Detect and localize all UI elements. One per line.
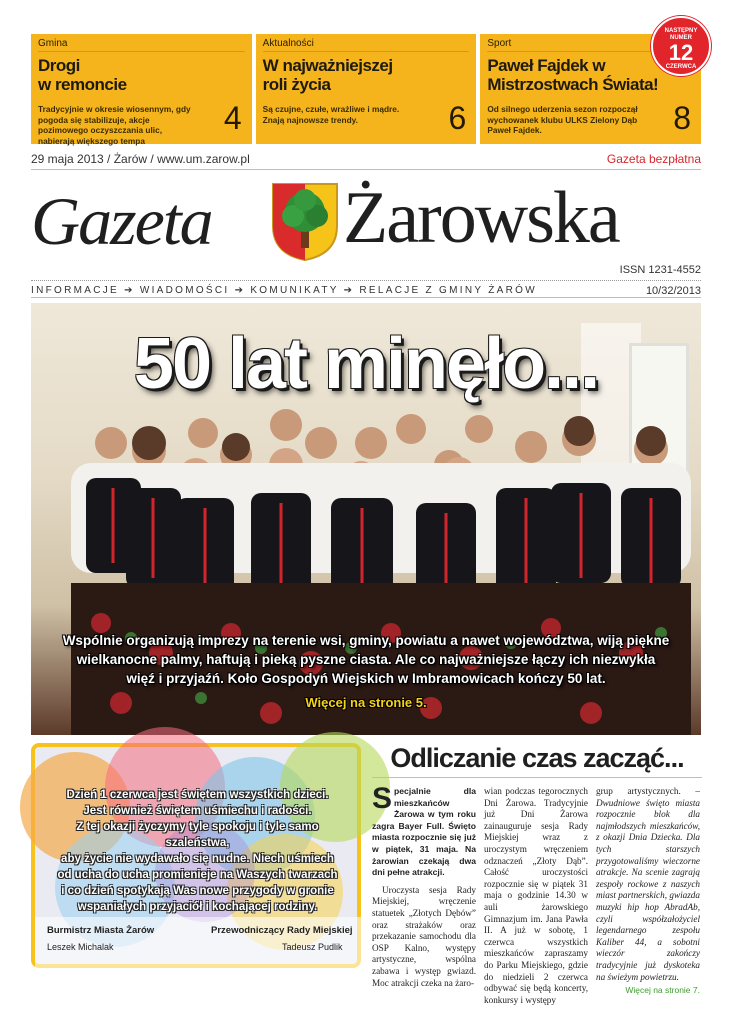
drop-cap: S [372,782,393,815]
article-body [372,782,702,1005]
teaser-text: Są czujne, czułe, wrażliwe i mądre. Znają najnowsze trendy. [262,104,400,125]
teaser-section: Aktualności [263,38,470,52]
teaser-page-number: 4 [223,100,242,136]
greeting-message: Dzień 1 czerwca jest świętem wszystkich dzieci. Jest również świętem uśmiechu i radości. Z tej okazji życzymy tyle spokoju i tyle samo szaleństwa, aby życie nie wydawało się nudne. Niech uśmiech od ucha do ucha promienieje na Waszych twarzach i co dzień spotykają Was nowe przygody w gronie wspaniałych przyjaciół i kochającej rodziny. [57,789,338,913]
tagline-text: INFORMACJE ➔ WIADOMOŚCI ➔ KOMUNIKATY ➔ RELACJE Z GMINY ŻARÓW [31,285,537,296]
hero-more-link[interactable]: Więcej na stronie 5. [305,695,427,710]
masthead-title-left: Gazeta [31,183,212,259]
article-column-2 [484,786,588,1005]
teaser-section: Gmina [38,38,245,52]
teaser-headline: Drogi w remoncie [38,56,127,94]
masthead [31,176,701,272]
issn: ISSN 1231-4552 [619,264,701,276]
teaser-page-number: 8 [673,100,692,136]
teaser-gmina[interactable] [31,34,252,144]
teaser-section: Sport [487,38,694,52]
teaser-text: Od silnego uderzenia sezon rozpoczął wychowanek klubu ULKS Zielony Dąb Paweł Fajdek. [487,104,638,135]
teaser-headline: Paweł Fajdek w Mistrzostwach Świata! [487,56,659,94]
article-lead: pecjalnie dla mieszkańców Żarowa w tym roku zagra Bayer Full. Święto miasta rozpocznie się już w piątek, 31 maja. Na żarowian czekają dwa dni pełne atrakcji. [372,786,476,878]
badge-month: CZERWCA [665,64,697,70]
teaser-page-number: 6 [448,100,467,136]
tagline [31,280,701,298]
date-text: 29 maja 2013 / Żarów / www.um.zarow.pl [31,152,250,166]
article-quote: Dwudniowe święto miasta rozpocznie blok dla najmłodszych mieszkańców, z okazji Dnia Dziecka. Dla tych starszych przygotowaliśmy wieczorne atrakcje. Na scenie zagrają zespoły rockowe z naszych miast partnerskich, gwiazda muzyki hip hop AbradAb, czyli współzałożyciel legendarnego zespołu Kaliber 44, a sobotni wieczór zakończy tradycyjnie już dyskoteka na świeżym powietrzu. [596,797,700,982]
badge-number: 12 [668,40,694,65]
hero-headline: 50 lat minęło... [133,324,599,404]
childrens-day-greeting [31,743,361,968]
article-paragraph: grup artystycznych. – [596,786,700,796]
dateline [31,152,701,170]
teaser-text: Tradycyjnie w okresie wiosennym, gdy pogoda się stabilizuje, akcje pozimowego oczyszczania ulic, nabierają większego tempa [38,104,191,146]
free-label: Gazeta bezpłatna [606,152,701,166]
signature-council-chair: Przewodniczący Rady Miejskiej Tadeusz Pudlik [211,925,353,952]
article-column-3 [596,786,700,996]
masthead-title-right: Żarowska [343,177,619,259]
article-column-1 [372,782,476,988]
article-more-link[interactable]: Więcej na stronie 7. [625,985,700,996]
teaser-aktualnosci[interactable] [256,34,477,144]
next-issue-badge [651,16,711,76]
teaser-headline: W najważniejszej roli życia [262,56,393,94]
badge-label: NASTĘPNY NUMER [664,28,698,41]
teaser-strip [31,34,701,144]
article-paragraph: Uroczysta sesja Rady Miejskiej, wręczenie statuetek „Złotych Dębów” oraz strażaków oraz przekazanie samochodu dla OSP Kalno, występy artystyczne, wspólna zabawa i występ gwiazd. Moc atrakcji czeka na żaro- [372,884,476,988]
hero-photo[interactable] [31,303,701,735]
article-headline: Odliczanie czas zacząć... [372,743,702,778]
issue-number: 10/32/2013 [645,285,701,297]
hero-caption: Wspólnie organizują imprezy na terenie wsi, gminy, powiatu a nawet województwa, wiją piękne wielkanocne palmy, haftują i pieką pyszne ciasta. Ale co najważniejsze łączy ich niezwykła więź i przyjaźń. Koło Gospodyń Wiejskich w Imbramowicach kończy 50 lat. [62,633,670,686]
signature-mayor: Burmistrz Miasta Żarów Leszek Michalak [47,925,155,952]
article-paragraph: wian podczas tegorocznych Dni Żarowa. Tradycyjnie już Dni Żarowa zainauguruje sesja Rady Miejskiej wraz z uroczystym wręczeniem odznaczeń „Złoty Dąb”. Całość uroczystości rozpocznie się w piątek 31 maja o godzinie 14.30 w auli żarowskiego Gimnazjum im. Jana Pawła II. A już w sobotę, 1 czerwca wszystkich mieszkańców zapraszamy do Parku Miejskiego, gdzie do niedzieli 2 czerwca odbywać się będą koncerty, konkursy i występy [484,786,588,1005]
town-crest-icon [271,182,339,262]
